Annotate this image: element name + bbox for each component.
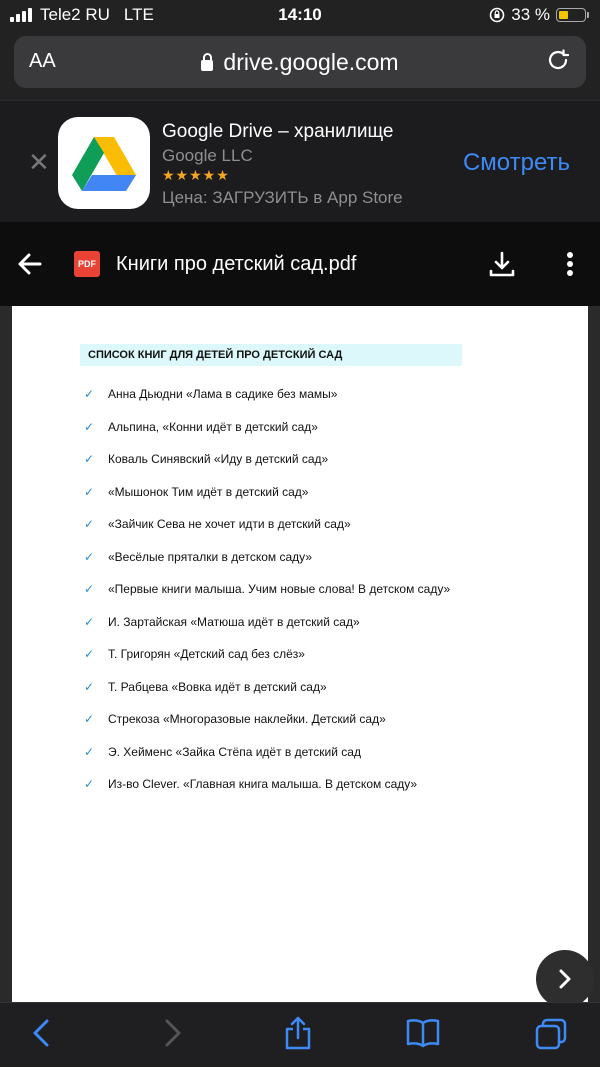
chevron-right-icon: [555, 968, 575, 990]
check-icon: ✓: [84, 777, 95, 792]
list-item: ✓ Анна Дьюдни «Лама в садике без мамы»: [84, 387, 338, 402]
drive-logo-icon: [58, 117, 150, 209]
back-icon[interactable]: [30, 1017, 54, 1049]
list-item: ✓ «Первые книги малыша. Учим новые слова! В детском саду»: [84, 582, 451, 597]
list-item: ✓ Т. Григорян «Детский сад без слёз»: [84, 647, 305, 662]
lock-icon: [201, 60, 213, 71]
share-icon[interactable]: [283, 1015, 313, 1051]
app-store-banner: [0, 100, 600, 223]
pdf-viewer-header: [0, 222, 600, 306]
rating-stars: ★★★★★: [162, 167, 230, 183]
check-icon: ✓: [84, 744, 95, 759]
document-viewport[interactable]: [0, 306, 600, 1002]
battery-icon: [556, 8, 586, 22]
close-icon[interactable]: ✕: [28, 147, 50, 177]
check-icon: ✓: [84, 517, 95, 532]
check-icon: ✓: [84, 452, 95, 467]
list-item: ✓ «Зайчик Сева не хочет идти в детский сад»: [84, 517, 351, 532]
reload-icon[interactable]: [546, 48, 572, 74]
address-bar[interactable]: [14, 36, 586, 88]
text-size-button[interactable]: AA: [29, 50, 56, 72]
list-item: ✓ Коваль Синявский «Иду в детский сад»: [84, 452, 329, 467]
tabs-icon[interactable]: [534, 1017, 568, 1051]
list-item: ✓ Альпина, «Конни идёт в детский сад»: [84, 419, 318, 434]
book-list: [84, 378, 450, 801]
app-developer: Google LLC: [162, 146, 253, 165]
pdf-file-icon: PDF: [74, 251, 100, 277]
url-display[interactable]: [14, 49, 586, 76]
back-arrow-icon[interactable]: [16, 250, 44, 278]
pdf-page: [12, 306, 588, 1002]
url-text: drive.google.com: [223, 49, 399, 75]
forward-icon[interactable]: [160, 1017, 184, 1049]
check-icon: ✓: [84, 582, 95, 597]
list-item: ✓ «Мышонок Тим идёт в детский сад»: [84, 484, 309, 499]
check-icon: ✓: [84, 484, 95, 499]
next-page-button[interactable]: [536, 950, 594, 1008]
list-item: ✓ Из-во Clever. «Главная книга малыша. В детском саду»: [84, 777, 418, 792]
check-icon: ✓: [84, 679, 95, 694]
status-bar: [0, 0, 600, 30]
orientation-lock-icon: [489, 7, 505, 23]
file-title: Книги про детский сад.pdf: [116, 253, 357, 275]
clock: 14:10: [278, 5, 322, 24]
list-item: ✓ Т. Рабцева «Вовка идёт в детский сад»: [84, 679, 327, 694]
check-icon: ✓: [84, 419, 95, 434]
bookmarks-icon[interactable]: [405, 1017, 441, 1049]
view-app-button[interactable]: Смотреть: [462, 149, 570, 176]
download-icon[interactable]: [488, 250, 516, 278]
check-icon: ✓: [84, 549, 95, 564]
list-item: ✓ И. Зартайская «Матюша идёт в детский сад»: [84, 614, 360, 629]
battery-percent: 33 %: [511, 5, 550, 24]
check-icon: ✓: [84, 647, 95, 662]
google-drive-app-icon[interactable]: [58, 117, 150, 209]
list-item: ✓ «Весёлые пряталки в детском саду»: [84, 549, 312, 564]
check-icon: ✓: [84, 712, 95, 727]
check-icon: ✓: [84, 387, 95, 402]
browser-toolbar: [0, 1002, 600, 1067]
more-options-icon[interactable]: [562, 250, 578, 278]
check-icon: ✓: [84, 614, 95, 629]
list-item: ✓ Стрекоза «Многоразовые наклейки. Детский сад»: [84, 712, 386, 727]
list-item: ✓ Э. Хейменс «Зайка Стёпа идёт в детский сад: [84, 744, 361, 759]
app-name: Google Drive – хранилище: [162, 121, 394, 142]
document-heading: СПИСОК КНИГ ДЛЯ ДЕТЕЙ ПРО ДЕТСКИЙ САД: [80, 344, 462, 366]
carrier-name: Tele2 RU: [40, 5, 110, 24]
network-type: LTE: [123, 5, 154, 24]
browser-address-area: [0, 30, 600, 100]
app-price: Цена: ЗАГРУЗИТЬ в App Store: [162, 188, 403, 207]
